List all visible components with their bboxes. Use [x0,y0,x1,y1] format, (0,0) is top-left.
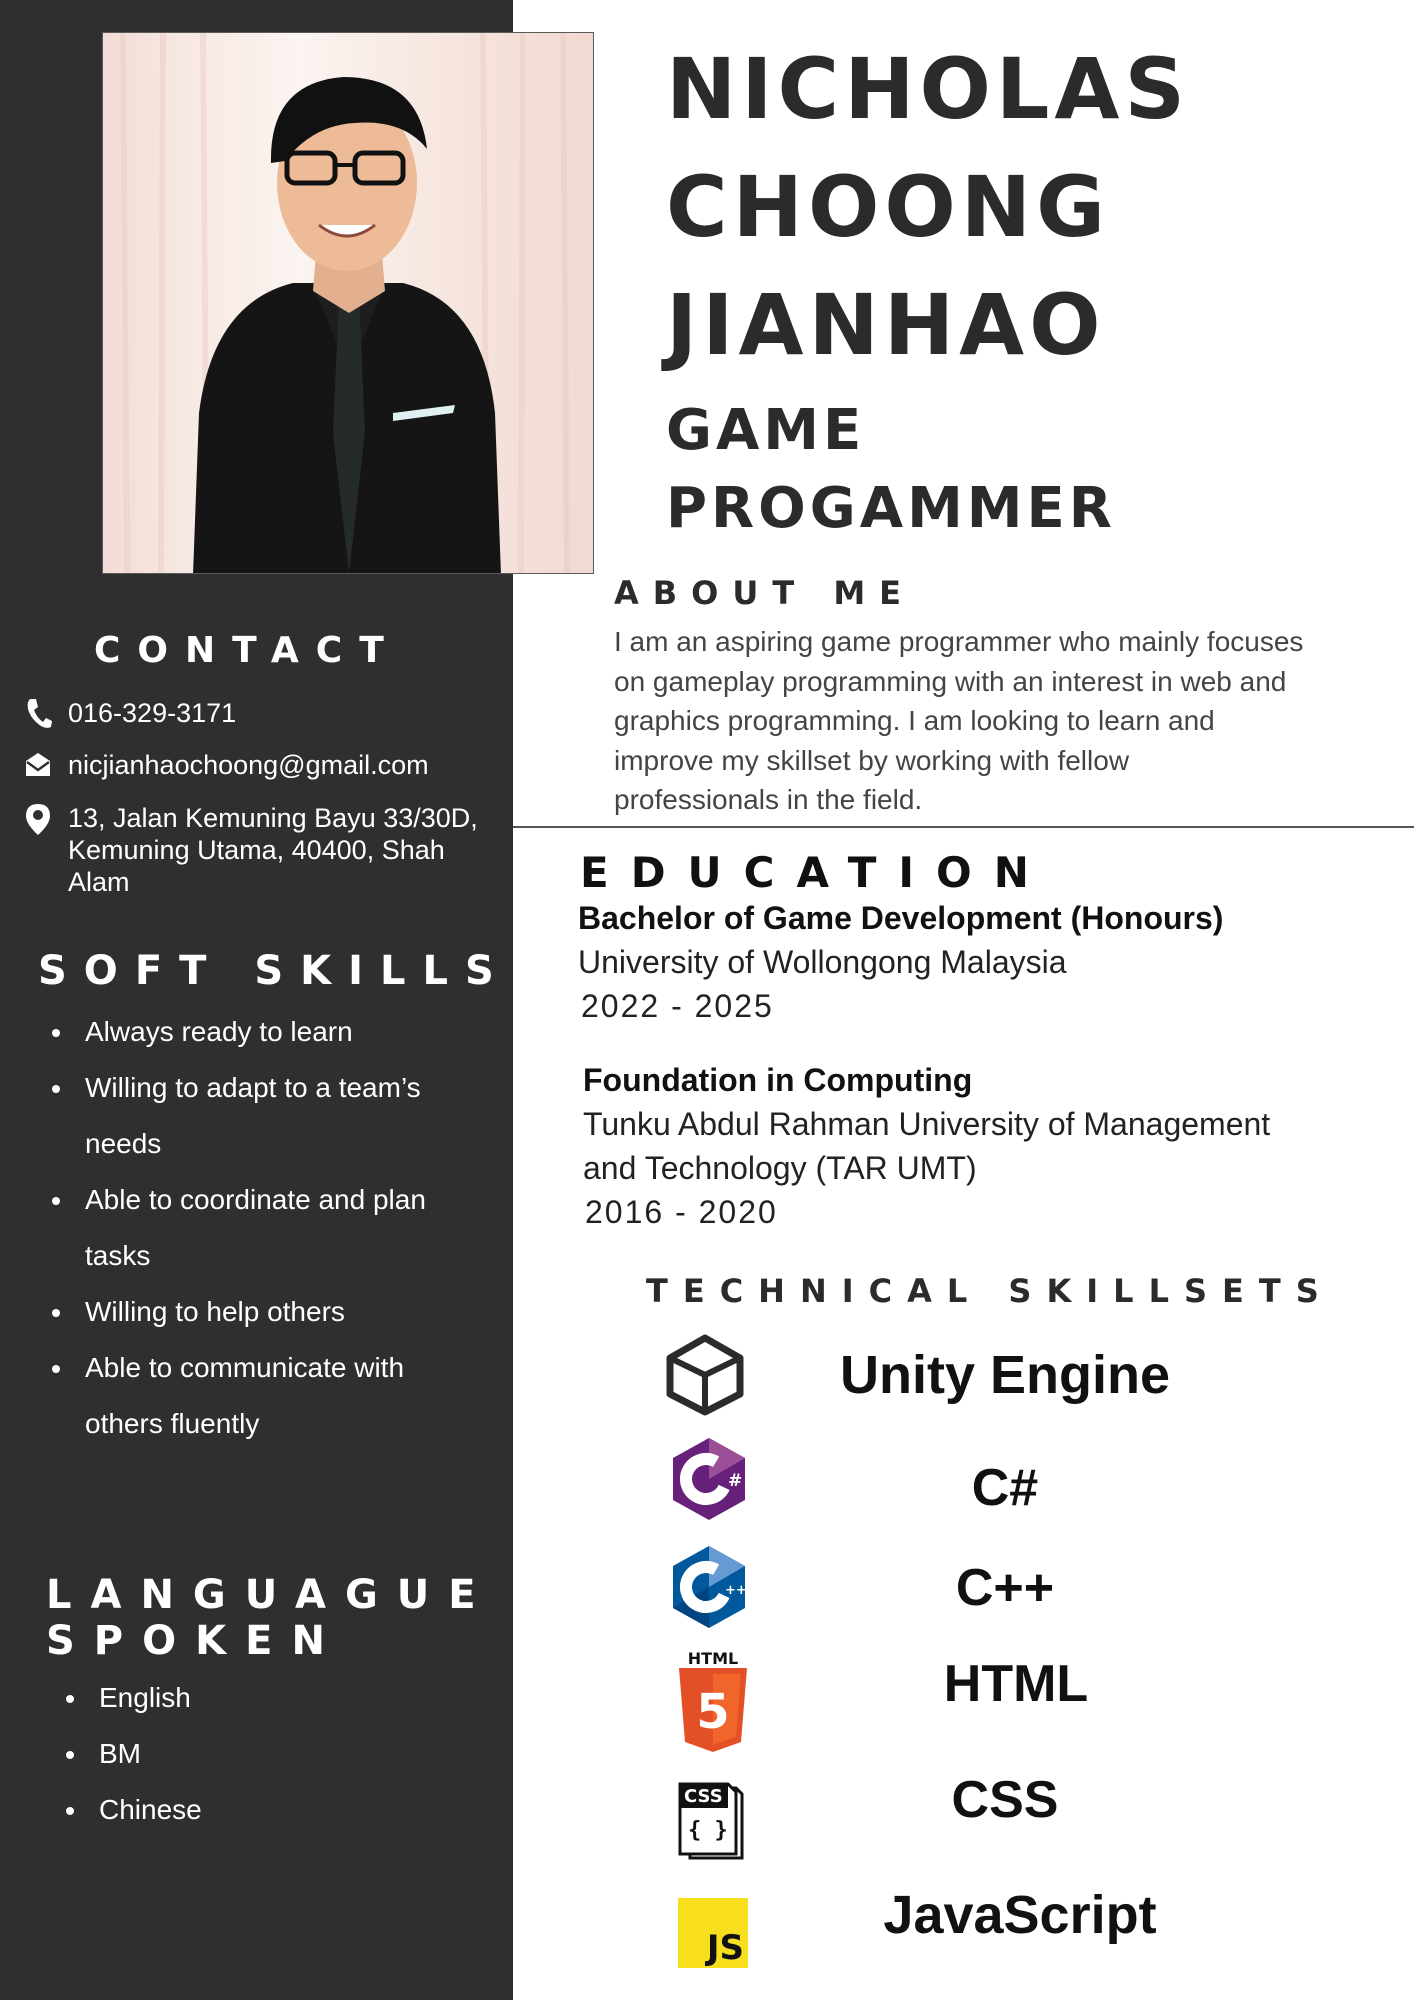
list-item: BM [66,1726,202,1782]
skill-label: C# [971,1459,1039,1517]
degree-title: Bachelor of Game Development (Honours) [578,900,1224,936]
list-item-line: others fluently [85,1408,260,1439]
address-line: Kemuning Utama, 40400, Shah [68,835,445,865]
location-pin-icon [24,802,52,836]
list-item-line: Willing to help others [85,1296,345,1327]
about-line: I am an aspiring game programmer who mainly focuses [614,626,1304,657]
list-item-line: Able to coordinate and plan [85,1184,426,1215]
list-item-line: needs [85,1128,162,1159]
html5-icon-digit: 5 [696,1684,730,1740]
css-icon-text: CSS [684,1786,723,1807]
education-heading: EDUCATION [580,848,1051,897]
skill-label: Unity Engine [839,1345,1170,1405]
phone-number[interactable]: 016-329-3171 [68,698,237,728]
csharp-icon [670,1436,748,1522]
full-name [666,30,1190,384]
list-item: Chinese [66,1782,202,1838]
list-item [52,1340,482,1452]
name-line: CHOONG [666,158,1111,256]
css-file-icon [678,1782,748,1860]
unity-icon [664,1334,746,1416]
study-years: 2016 - 2020 [585,1194,778,1230]
list-item [52,1172,482,1284]
languages-heading-line: LANGUAGUE [46,1572,495,1618]
profile-photo [102,32,594,574]
svg-text:#: # [728,1471,743,1491]
js-icon-text: JS [706,1928,744,1968]
phone-icon [24,697,52,729]
skill-label: HTML [943,1655,1089,1713]
degree-title: Foundation in Computing [583,1062,973,1098]
soft-skills-list [52,1004,482,1452]
job-title [666,392,1116,548]
institution: University of Wollongong Malaysia [578,944,1067,980]
about-line: improve my skillset by working with fellow [614,744,1130,776]
contact-heading: CONTACT [94,630,401,671]
languages-heading [46,1572,495,1664]
list-item [52,1004,482,1060]
cpp-icon [670,1544,748,1630]
languages-heading-line: SPOKEN [46,1618,344,1664]
education-entry [578,896,1223,1028]
css-icon-braces: { } [688,1818,728,1843]
section-divider [513,826,1414,828]
list-item-line: Able to communicate with [85,1352,405,1383]
list-item-line: Willing to adapt to a team’s [85,1072,421,1103]
education-entry [583,1058,1270,1234]
skill-label: CSS [951,1771,1059,1829]
soft-skills-heading: SOFT SKILLS [38,948,511,994]
about-line: graphics programming. I am looking to learn and [614,705,1215,736]
address-line: Alam [68,867,130,897]
skill-label: C++ [955,1559,1055,1617]
list-item-line: Always ready to learn [85,1016,353,1047]
role-line: GAME [666,398,866,463]
list-item: English [66,1670,202,1726]
about-text [614,622,1314,820]
list-item-line: tasks [85,1240,151,1271]
study-years: 2022 - 2025 [581,988,774,1024]
institution: Tunku Abdul Rahman University of Management [583,1106,1271,1142]
email-address[interactable]: nicjianhaochoong@gmail.com [68,750,429,780]
institution: and Technology (TAR UMT) [583,1150,977,1186]
about-heading: ABOUT ME [614,574,916,612]
envelope-icon [24,749,52,781]
technical-skills-heading: TECHNICAL SKILLSETS [646,1272,1334,1310]
about-line: professionals in the field. [614,784,923,815]
languages-list [66,1670,202,1838]
address [68,802,508,898]
list-item [52,1060,482,1172]
js-icon [678,1898,748,1968]
name-line: JIANHAO [666,276,1106,374]
address-line: 13, Jalan Kemuning Bayu 33/30D, [68,803,478,833]
html5-icon [676,1650,750,1754]
list-item [52,1284,482,1340]
skill-label: JavaScript [883,1885,1157,1945]
svg-text:++: ++ [725,1583,747,1598]
html5-icon-text: HTML [687,1649,739,1668]
name-line: NICHOLAS [666,40,1190,138]
role-line: PROGAMMER [666,476,1116,541]
about-line: on gameplay programming with an interest in web and [614,665,1287,697]
